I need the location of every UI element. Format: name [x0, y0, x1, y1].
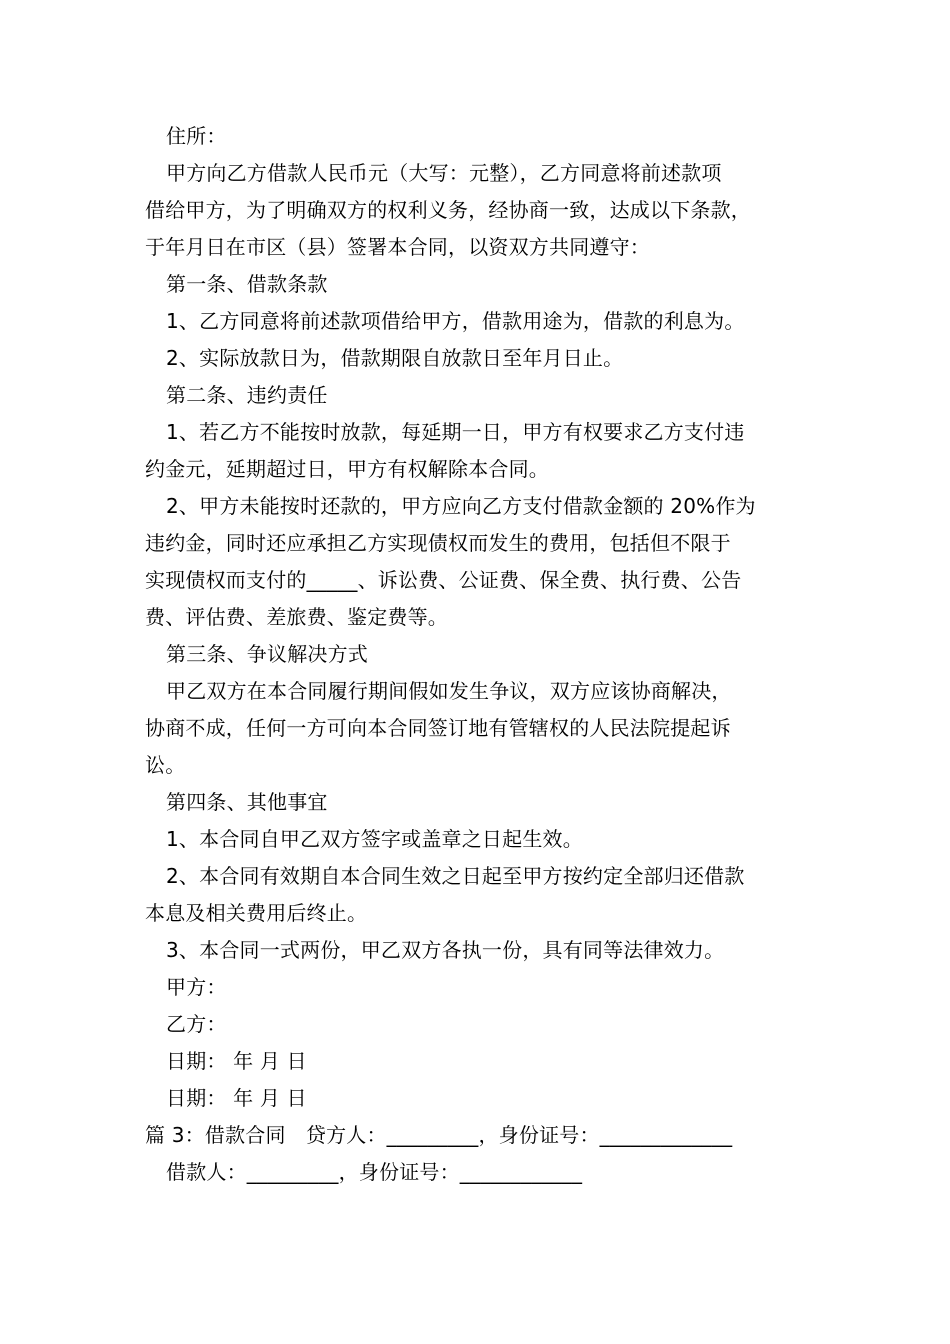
text-line: 2、本合同有效期自本合同生效之日起至甲方按约定全部归还借款: [166, 864, 745, 888]
text-line: 违约金，同时还应承担乙方实现债权而发生的费用，包括但不限于: [145, 531, 731, 555]
signature-date: 日期： 年 月 日: [166, 1086, 307, 1110]
signature-date: 日期： 年 月 日: [166, 1049, 307, 1073]
signature-party-a: 甲方：: [166, 975, 227, 999]
text-line: 讼。: [145, 753, 186, 777]
text-line: 于年月日在市区（县）签署本合同，以资双方共同遵守：: [145, 235, 650, 259]
article-heading: 篇 3：借款合同 贷方人：_________，身份证号：_____________: [145, 1123, 733, 1147]
text-line: 费、评估费、差旅费、鉴定费等。: [145, 605, 448, 629]
text-line: 3、本合同一式两份，甲乙双方各执一份，具有同等法律效力。: [166, 938, 725, 962]
text-line: 1、若乙方不能按时放款，每延期一日，甲方有权要求乙方支付违: [166, 420, 745, 444]
text-line-address: 住所：: [166, 124, 227, 148]
text-line: 实现债权而支付的_____、诉讼费、公证费、保全费、执行费、公告: [145, 568, 742, 592]
text-line: 约金元，延期超过日，甲方有权解除本合同。: [145, 457, 549, 481]
section-heading: 第二条、违约责任: [166, 383, 328, 407]
text-line: 1、本合同自甲乙双方签字或盖章之日起生效。: [166, 827, 583, 851]
text-line: 甲乙双方在本合同履行期间假如发生争议，双方应该协商解决，: [166, 679, 732, 703]
text-line: 借给甲方，为了明确双方的权利义务，经协商一致，达成以下条款，: [145, 198, 751, 222]
section-heading: 第三条、争议解决方式: [166, 642, 368, 666]
text-line: 协商不成，任何一方可向本合同签订地有管辖权的人民法院提起诉: [145, 716, 731, 740]
text-line: 2、实际放款日为，借款期限自放款日至年月日止。: [166, 346, 624, 370]
section-heading: 第四条、其他事宜: [166, 790, 328, 814]
signature-party-b: 乙方：: [166, 1012, 227, 1036]
text-line: 本息及相关费用后终止。: [145, 901, 368, 925]
section-heading: 第一条、借款条款: [166, 272, 328, 296]
text-line: 1、乙方同意将前述款项借给甲方，借款用途为，借款的利息为。: [166, 309, 745, 333]
text-line: 甲方向乙方借款人民币元（大写：元整），乙方同意将前述款项: [166, 161, 722, 185]
text-line: 借款人：_________，身份证号：____________: [166, 1160, 583, 1184]
text-line: 2、甲方未能按时还款的，甲方应向乙方支付借款金额的 20%作为: [166, 494, 756, 518]
contract-text: [145, 118, 810, 1191]
